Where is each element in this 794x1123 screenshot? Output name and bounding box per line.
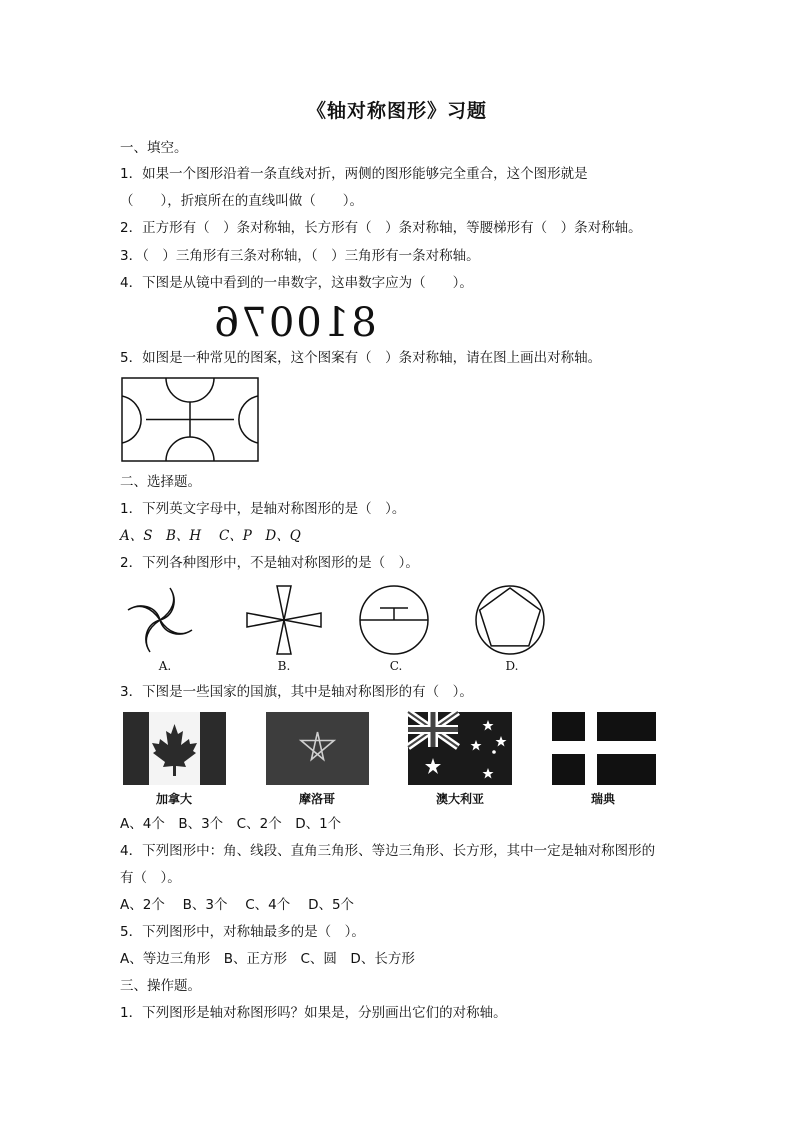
sweden-flag xyxy=(552,712,656,785)
flag-caption-australia: 澳大利亚 xyxy=(435,792,484,806)
choice-q5: 5．下列图形中，对称轴最多的是（ ）。 xyxy=(120,924,365,940)
operation-q1: 1．下列图形是轴对称图形吗？如果是，分别画出它们的对称轴。 xyxy=(120,1005,507,1021)
choice-q2: 2．下列各种图形中，不是轴对称图形的是（ ）。 xyxy=(120,555,419,571)
page-title: 《轴对称图形》习题 xyxy=(306,100,487,122)
choice-q1: 1．下列英文字母中，是轴对称图形的是（ ）。 xyxy=(120,501,406,517)
flag-caption-canada: 加拿大 xyxy=(155,792,192,806)
section2-heading: 二、选择题。 xyxy=(120,474,201,490)
section1-heading: 一、填空。 xyxy=(120,140,188,156)
pattern-figure xyxy=(121,377,259,462)
choice-q4-options: A、2个 B、3个 C、4个 D、5个 xyxy=(120,897,355,913)
bowtie-figure xyxy=(245,584,323,656)
option-label-b: B. xyxy=(277,659,291,673)
option-label-d: D. xyxy=(505,659,519,673)
morocco-flag xyxy=(266,712,369,785)
pinwheel-figure xyxy=(124,584,196,656)
fill-q3: 3．（ ）三角形有三条对称轴，（ ）三角形有一条对称轴。 xyxy=(120,248,480,264)
circle-t-figure xyxy=(358,584,430,656)
circle-pentagon-figure xyxy=(474,584,546,656)
choice-q3: 3．下图是一些国家的国旗，其中是轴对称图形的有（ ）。 xyxy=(120,684,473,700)
flag-caption-sweden: 瑞典 xyxy=(590,792,615,806)
fill-q1-line2: （ ），折痕所在的直线叫做（ ）。 xyxy=(120,193,363,209)
fill-q5: 5．如图是一种常见的图案，这个图案有（ ）条对称轴，请在图上画出对称轴。 xyxy=(120,350,602,366)
flag-caption-morocco: 摩洛哥 xyxy=(298,792,335,806)
choice-q4-line2: 有（ ）。 xyxy=(120,870,181,886)
choice-q1-options: A、S B、H C、P D、Q xyxy=(120,528,301,544)
option-label-c: C. xyxy=(389,659,403,673)
option-label-a: A. xyxy=(158,659,172,673)
australia-flag xyxy=(408,712,512,785)
fill-q4: 4．下图是从镜中看到的一串数字，这串数字应为（ ）。 xyxy=(120,275,473,291)
canada-flag xyxy=(123,712,226,785)
fill-q1-line1: 1．如果一个图形沿着一条直线对折，两侧的图形能够完全重合，这个图形就是 xyxy=(120,166,588,182)
choice-q4-line1: 4．下列图形中：角、线段、直角三角形、等边三角形、长方形，其中一定是轴对称图形的 xyxy=(120,843,656,859)
section3-heading: 三、操作题。 xyxy=(120,978,201,994)
fill-q2: 2．正方形有（ ）条对称轴，长方形有（ ）条对称轴，等腰梯形有（ ）条对称轴。 xyxy=(120,220,642,236)
choice-q3-options: A、4个 B、3个 C、2个 D、1个 xyxy=(120,816,342,832)
choice-q5-options: A、等边三角形 B、正方形 C、圆 D、长方形 xyxy=(120,951,415,967)
mirrored-digits: 810076 xyxy=(212,300,377,346)
